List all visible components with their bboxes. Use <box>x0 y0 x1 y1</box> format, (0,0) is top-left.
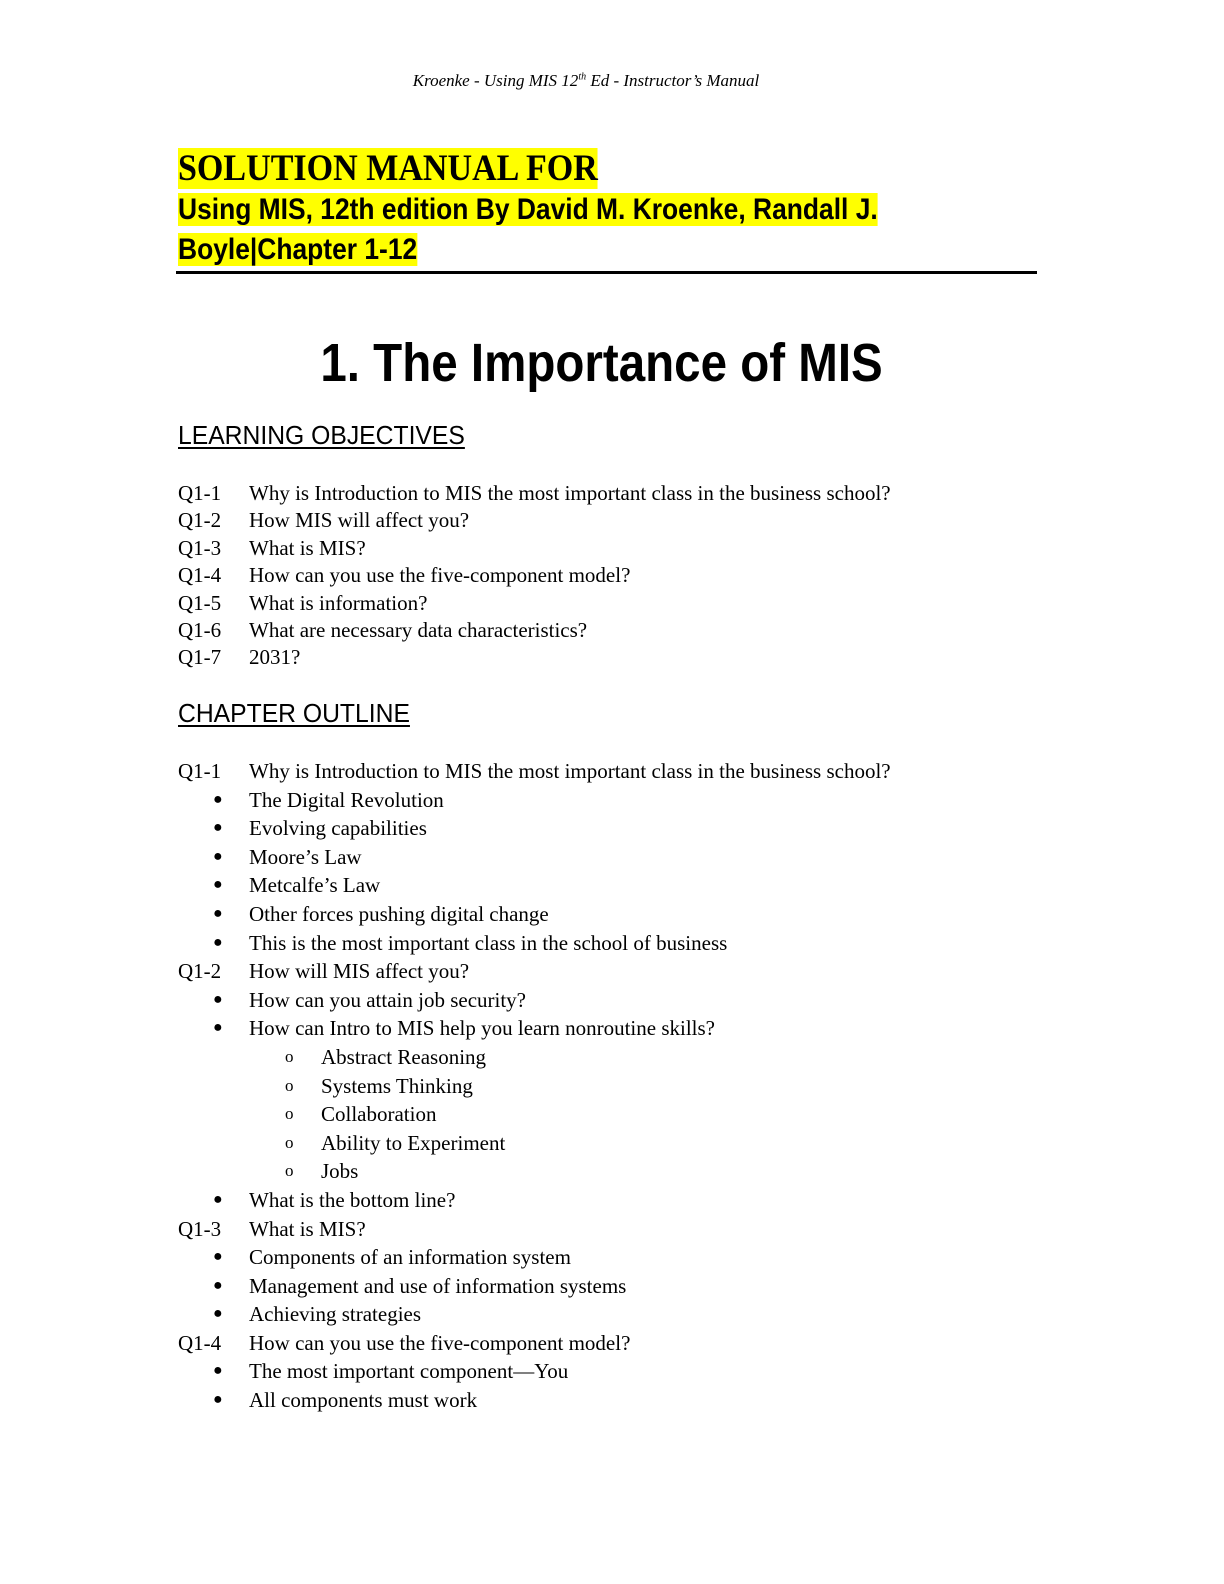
bullet-icon: ● <box>213 790 223 808</box>
bullet-icon: ● <box>213 990 223 1008</box>
title-divider <box>176 271 1037 274</box>
circle-bullet-icon: o <box>285 1161 294 1181</box>
circle-bullet-icon: o <box>285 1075 294 1095</box>
bullet-icon: ● <box>213 876 223 894</box>
bullet-icon: ● <box>213 847 223 865</box>
bullet-icon: ● <box>213 1391 223 1409</box>
circle-bullet-icon: o <box>285 1046 294 1066</box>
circle-bullet-icon: o <box>285 1132 294 1152</box>
chapter-outline-heading: CHAPTER OUTLINE <box>178 698 410 728</box>
running-header: Kroenke - Using MIS 12th Ed - Instructor’s Manual <box>412 71 760 90</box>
bullet-icon: ● <box>213 1305 223 1323</box>
bullet-icon: ● <box>213 1019 223 1037</box>
learning-objectives-heading: LEARNING OBJECTIVES <box>178 420 465 450</box>
document-page: Kroenke - Using MIS 12th Ed - Instructor’s Manual SOLUTION MANUAL FOR Using MIS, 12th edition By David M. Kroenke, Randall J. Boyle|Chapter 1-12 1. The Importance of MIS LEARNING OBJECTIVES Q1-1 Why is Introduction to MIS the most important class in the business school? Q1-2 How MIS will affect you? Q1-3 What is MIS? Q1-4 How can you use the five-component model? Q1-5 What is information? Q1-6 What are necessary data characteristics? Q1-7 2031? CHAPTER OUTLINE Q1-1 Why is Introduction to MIS the most important class in the business school? ● The Digital Revolution ● Evolving capabilities ● Moore’s Law ● Metcalfe’s Law ● Other forces pushing digital change ● This is the most important class in the school of business Q1-2 How will MIS affect you? ● How can you attain job security? ● How can Intro to MIS help you learn nonroutine skills? o Abstract Reasoning o Systems Thinking o Collaboration o Ability to Experiment o Jobs ● What is the bottom line? Q1-3 What is MIS? ● Components of an information system ● Management and use of information systems ● Achieving strategies Q1-4 How can you use the five-component model? ● The most important component—You ● All components must work <box>0 0 1224 1584</box>
bullet-icon: ● <box>213 904 223 922</box>
title-line-3: Boyle|Chapter 1-12 <box>178 233 418 266</box>
bullet-icon: ● <box>213 1190 223 1208</box>
title-line-2: Using MIS, 12th edition By David M. Kroenke, Randall J. <box>178 193 878 226</box>
bullet-icon: ● <box>213 819 223 837</box>
bullet-icon: ● <box>213 933 223 951</box>
chapter-title: 1. The Importance of MIS <box>320 333 884 393</box>
circle-bullet-icon: o <box>285 1104 294 1124</box>
bullet-icon: ● <box>213 1248 223 1266</box>
title-block <box>178 148 973 270</box>
title-line-1: SOLUTION MANUAL FOR <box>178 148 598 189</box>
bullet-icon: ● <box>213 1362 223 1380</box>
bullet-icon: ● <box>213 1276 223 1294</box>
